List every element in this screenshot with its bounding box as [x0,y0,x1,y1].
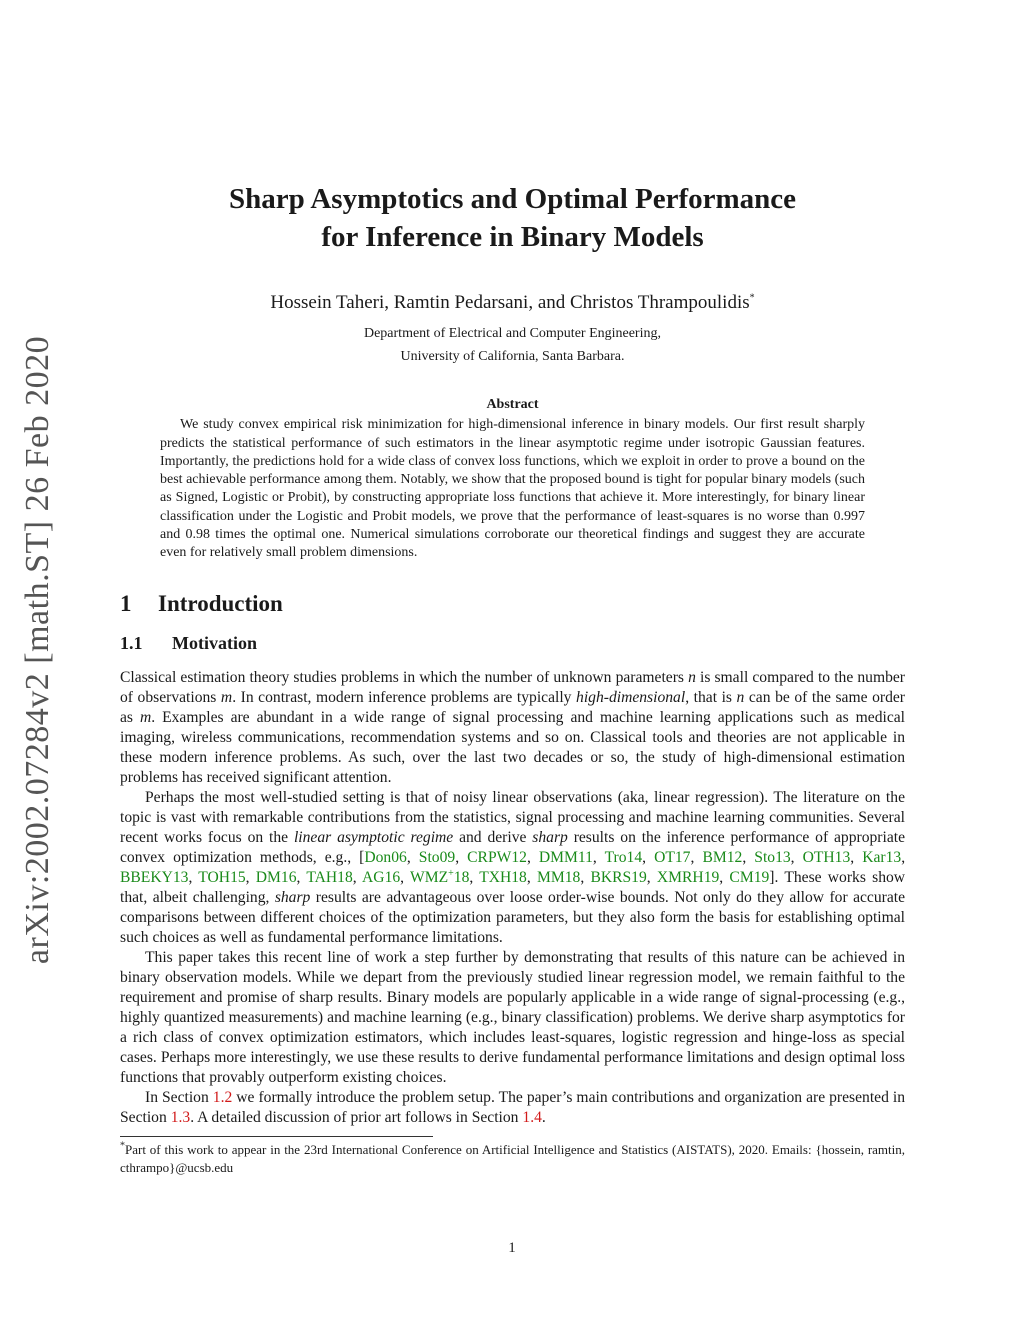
subsection-number: 1.1 [120,632,143,653]
body-text [120,668,905,1128]
section-ref-link[interactable]: 1.2 [212,1088,233,1106]
citation-link[interactable]: BM12 [702,848,743,866]
citation-link[interactable]: Kar13 [862,848,902,866]
paragraph-2: Perhaps the most well-studied setting is that of noisy linear observations (aka, linear regression). The literature on the topic is vast with remarkable contributions from the statistics, signal processing and machine learning communities. Several recent works focus on the linear asymptotic regime and derive sharp results on the inference performance of appropriate convex optimization methods, e.g., [Don06, Sto09, CRPW12, DMM11, Tro14, OT17, BM12, Sto13, OTH13, Kar13, BBEKY13, TOH15, DM16, TAH18, AG16, WMZ+18, TXH18, MM18, BKRS19, XMRH19, CM19]. These works show that, albeit challenging, sharp results are advantageous over loose order-wise bounds. Not only do they allow for accurate comparisons between different choices of the optimization parameters, but they also form the basis for establishing optimal such choices as well as fundamental performance limitations. [120,788,906,946]
footnote-mark: * [120,1140,125,1152]
title-line-1: Sharp Asymptotics and Optimal Performance [228,183,797,215]
citation-link[interactable]: DMM11 [538,848,593,866]
citation-link[interactable]: TXH18 [479,868,527,886]
citation-link[interactable]: DM16 [255,868,297,886]
section-ref-link[interactable]: 1.4 [522,1108,542,1126]
citation-link[interactable]: Tro14 [604,848,643,866]
paper-page [120,180,905,1177]
affiliation-line-1: Department of Electrical and Computer Engineering, [363,326,661,341]
footnote-text: Part of this work to appear in the 23rd International Conference on Artificial Intelligence and Statistics (AISTATS), 2020. Emails: {hossein, ramtin, cthrampo}@ucsb.edu [120,1141,905,1175]
citation-link[interactable]: CRPW12 [467,848,527,866]
abstract [160,396,865,563]
arxiv-stamp [10,335,66,965]
citation-link[interactable]: TOH15 [198,868,246,886]
section-ref-link[interactable]: 1.3 [170,1108,191,1126]
footnote-divider [120,1136,433,1137]
paragraph-3: This paper takes this recent line of work a step further by demonstrating that results of this nature can be achieved in binary observation models. While we depart from the previously studied linear regression model, we remain faithful to the requirement and promise of sharp results. Binary models are popularly applicable in a wide range of signal-processing (e.g., highly quantized measurements) and machine learning (e.g., binary classification) problems. We derive sharp asymptotics for a rich class of convex optimization estimators, which includes least-squares, logistic regression and hinge-loss as special cases. Perhaps more interestingly, we use these results to derive fundamental performance limitations and design optimal loss functions that provably outperform existing choices. [120,948,905,1086]
emphasis-linear-asymptotic-regime: linear asymptotic regime [293,828,454,846]
paragraph-4: In Section 1.2 we formally introduce the problem setup. The paper’s main contributions and organization are presented in Section 1.3. A detailed discussion of prior art follows in Section 1.4. [120,1088,905,1126]
title-line-2: for Inference in Binary Models [321,221,704,253]
citation-link[interactable]: BBEKY13 [120,868,189,886]
section-title: Introduction [158,590,283,616]
arxiv-identifier: arXiv:2002.07284v2 [math.ST] 26 Feb 2020 [19,335,57,965]
authors-text: Hossein Taheri, Ramtin Pedarsani, and Christos Thrampoulidis [270,292,750,313]
citation-link[interactable]: OT17 [654,848,691,866]
footnote [120,1141,905,1177]
emphasis-high-dimensional: high-dimensional [576,688,686,706]
citation-link[interactable]: Sto09 [418,848,456,866]
section-number: 1 [120,590,132,616]
citation-link[interactable]: BKRS19 [590,868,647,886]
citation-link[interactable]: XMRH19 [656,868,720,886]
affiliation-line-2: University of California, Santa Barbara. [400,349,625,364]
citation-link[interactable]: OTH13 [802,848,851,866]
paragraph-1: Classical estimation theory studies problems in which the number of unknown parameters n is small compared to the number of observations m. In contrast, modern inference problems are typically high-dimensional, that is n can be of the same order as m. Examples are abundant in a wide range of signal processing and machine learning applications such as medical imaging, wireless communications, recommendation systems and so on. Classical tools and theories are not applicable in these modern inference problems. As such, over the last two decades or so, the study of high-dimensional estimation problems has received significant attention. [120,668,906,786]
citation-link[interactable]: Sto13 [754,848,791,866]
page-number: 1 [508,1240,516,1256]
citation-link[interactable]: Don06 [364,848,407,866]
subsection-title: Motivation [172,632,257,653]
subsection-heading [120,633,905,654]
citation-link[interactable]: AG16 [362,868,401,886]
affiliation [120,322,905,368]
citation-link[interactable]: TAH18 [306,868,353,886]
author-list [120,292,905,314]
citation-link[interactable]: MM18 [536,868,581,886]
citation-link[interactable]: CM19 [729,868,770,886]
paper-title [120,180,905,256]
abstract-text: We study convex empirical risk minimization for high-dimensional inference in binary models. Our first result sharply predicts the statistical performance of such estimators in the linear asymptotic regime under isotropic Gaussian features. Importantly, the predictions hold for a wide class of convex loss functions, which we exploit in order to prove a bound on the best achievable performance among them. Notably, we show that the proposed bound is tight for popular binary models (such as Signed, Logistic or Probit), by constructing appropriate loss functions that achieve it. More interestingly, for binary linear classification under the Logistic and Probit models, we prove that the performance of least-squares is no worse than 0.997 and 0.98 times the optimal one. Numerical simulations corroborate our theoretical findings and suggest they are accurate even for relatively small problem dimensions. [160,417,865,561]
footnote-marker: * [749,292,755,304]
citation-link[interactable]: WMZ+18 [410,867,470,886]
abstract-heading: Abstract [486,397,539,412]
section-heading [120,591,905,617]
